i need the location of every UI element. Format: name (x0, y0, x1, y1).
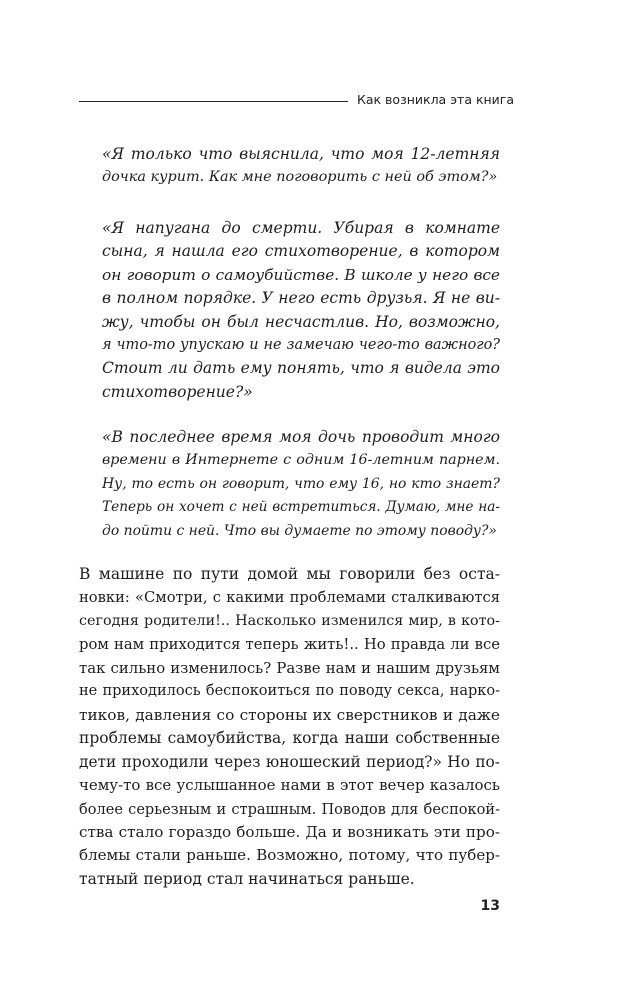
quote-line: он говорит о самоубийстве. В школе у него все (102, 265, 500, 284)
quote-block-2 (102, 217, 500, 404)
quote-line: времени в Интернете с одним 16-летним парнем. (102, 452, 500, 469)
header-rule (79, 101, 348, 102)
quote-line: я что-то упускаю и не замечаю чего-то важного? (102, 337, 500, 354)
quote-line: в полном порядке. У него есть друзья. Я не ви- (102, 289, 500, 308)
body-line: более серьезным и страшным. Поводов для беспокой- (79, 800, 500, 818)
quote-line: Стоит ли дать ему понять, что я видела это (102, 359, 500, 378)
quote-line: стихотворение?» (102, 382, 253, 401)
body-line: сегодня родители!.. Насколько изменился мир, в кото- (79, 612, 500, 629)
body-line: татный период стал начинаться раньше. (79, 869, 415, 888)
body-line: не приходилось беспокоиться по поводу секса, нарко- (79, 683, 500, 700)
body-line: тиков, давления со стороны их сверстников и даже (79, 705, 500, 724)
quote-line: «Я только что выяснила, что моя 12-летняя (102, 145, 500, 163)
running-head: Как возникла эта книга (357, 92, 515, 107)
page-number: 13 (480, 898, 500, 914)
body-line: В машине по пути домой мы говорили без оста- (79, 565, 500, 583)
body-line: дети проходили через юношеский период?» Но по- (79, 752, 500, 771)
quote-line: Ну, то есть он говорит, что ему 16, но кто знает? (102, 475, 500, 492)
quote-line: дочка курит. Как мне поговорить с ней об этом?» (102, 169, 498, 186)
body-paragraph (79, 563, 500, 891)
body-line: проблемы самоубийства, когда наши собственные (79, 729, 500, 748)
quote-block-1 (102, 143, 500, 190)
quote-line: сына, я нашла его стихотворение, в котором (102, 242, 500, 261)
quote-block-3 (102, 426, 500, 543)
quote-line: Теперь он хочет с ней встретиться. Думаю, мне на- (102, 499, 500, 516)
body-line: ства стало гораздо больше. Да и возникать эти про- (79, 822, 500, 841)
body-line: новки: «Смотри, с какими проблемами сталкиваются (79, 589, 500, 607)
body-line: блемы стали раньше. Возможно, потому, что пубер- (79, 846, 500, 865)
body-line: чему-то все услышанное нами в этот вечер казалось (79, 776, 500, 795)
quote-line: «В последнее время моя дочь проводит много (102, 428, 500, 446)
body-line: ром нам приходится теперь жить!.. Но правда ли все (79, 636, 500, 654)
body-line: так сильно изменилось? Разве нам и нашим друзьям (79, 658, 500, 677)
quote-line: жу, чтобы он был несчастлив. Но, возможно, (102, 312, 500, 331)
quote-line: «Я напугана до смерти. Убирая в комнате (102, 219, 500, 237)
quote-line: до пойти с ней. Что вы думаете по этому поводу?» (102, 522, 497, 539)
